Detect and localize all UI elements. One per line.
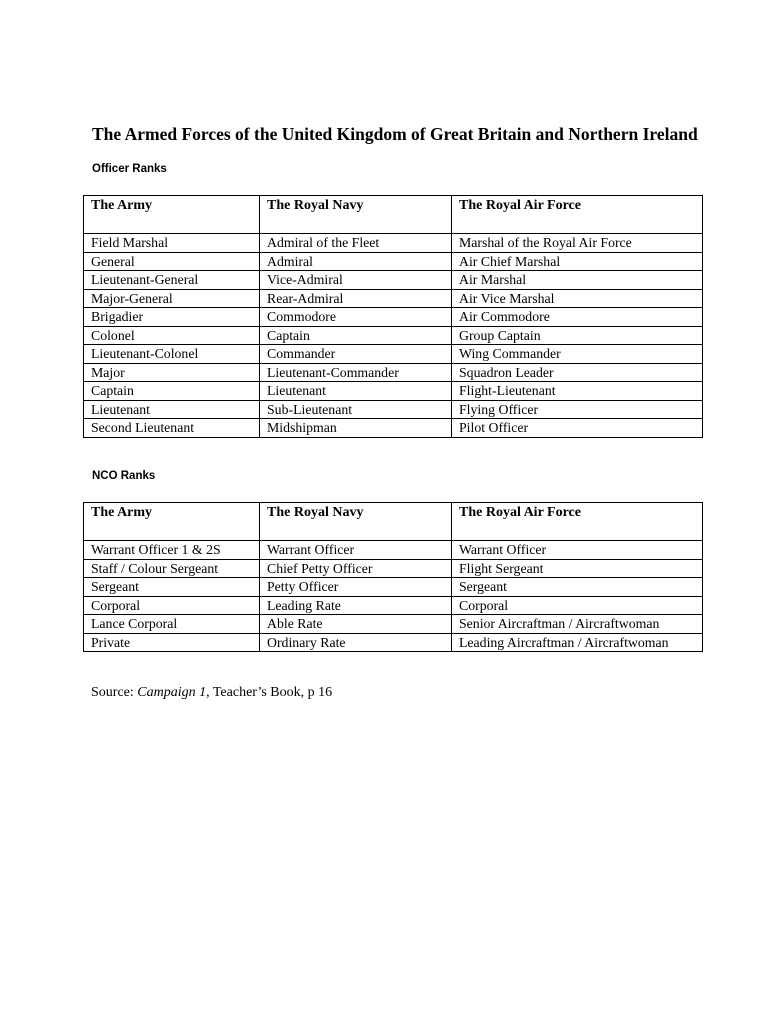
cell-navy-rank: Warrant Officer: [260, 541, 452, 560]
cell-navy-rank: Sub-Lieutenant: [260, 400, 452, 419]
source-suffix: , Teacher’s Book, p 16: [206, 685, 333, 700]
cell-navy-rank: Admiral: [260, 252, 452, 271]
cell-raf-rank: Sergeant: [452, 578, 703, 597]
cell-army-rank: Corporal: [84, 596, 260, 615]
table-header-row: [84, 196, 703, 234]
column-header-royal-navy: The Royal Navy: [260, 196, 452, 234]
cell-raf-rank: Air Chief Marshal: [452, 252, 703, 271]
table-row: [84, 596, 703, 615]
cell-army-rank: Field Marshal: [84, 234, 260, 253]
cell-army-rank: Lieutenant: [84, 400, 260, 419]
table-row: [84, 633, 703, 652]
cell-raf-rank: Flight Sergeant: [452, 559, 703, 578]
table-row: [84, 541, 703, 560]
cell-raf-rank: Corporal: [452, 596, 703, 615]
cell-navy-rank: Captain: [260, 326, 452, 345]
cell-navy-rank: Midshipman: [260, 419, 452, 438]
table-row: [84, 326, 703, 345]
column-header-army: The Army: [84, 503, 260, 541]
table-row: [84, 615, 703, 634]
cell-raf-rank: Air Marshal: [452, 271, 703, 290]
cell-raf-rank: Flight-Lieutenant: [452, 382, 703, 401]
cell-army-rank: Private: [84, 633, 260, 652]
cell-navy-rank: Commander: [260, 345, 452, 364]
table-row: [84, 252, 703, 271]
cell-army-rank: General: [84, 252, 260, 271]
cell-navy-rank: Lieutenant: [260, 382, 452, 401]
cell-army-rank: Major: [84, 363, 260, 382]
cell-army-rank: Colonel: [84, 326, 260, 345]
nco-ranks-heading: NCO Ranks: [92, 470, 156, 482]
table-body: [84, 234, 703, 438]
cell-raf-rank: Air Vice Marshal: [452, 289, 703, 308]
officer-ranks-table: [83, 195, 703, 438]
cell-army-rank: Warrant Officer 1 & 2S: [84, 541, 260, 560]
table-row: [84, 308, 703, 327]
cell-army-rank: Lieutenant-General: [84, 271, 260, 290]
cell-army-rank: Brigadier: [84, 308, 260, 327]
cell-raf-rank: Leading Aircraftman / Aircraftwoman: [452, 633, 703, 652]
cell-raf-rank: Group Captain: [452, 326, 703, 345]
cell-army-rank: Lieutenant-Colonel: [84, 345, 260, 364]
table-row: [84, 234, 703, 253]
table-row: [84, 578, 703, 597]
cell-navy-rank: Admiral of the Fleet: [260, 234, 452, 253]
cell-raf-rank: Marshal of the Royal Air Force: [452, 234, 703, 253]
table-row: [84, 289, 703, 308]
cell-navy-rank: Petty Officer: [260, 578, 452, 597]
cell-raf-rank: Warrant Officer: [452, 541, 703, 560]
table-row: [84, 400, 703, 419]
nco-ranks-table: [83, 502, 703, 652]
table-row: [84, 419, 703, 438]
page-title: The Armed Forces of the United Kingdom of Great Britain and Northern Ireland: [92, 124, 698, 144]
cell-raf-rank: Flying Officer: [452, 400, 703, 419]
cell-army-rank: Second Lieutenant: [84, 419, 260, 438]
table-body: [84, 541, 703, 652]
source-prefix: Source:: [91, 685, 138, 700]
cell-navy-rank: Ordinary Rate: [260, 633, 452, 652]
cell-raf-rank: Squadron Leader: [452, 363, 703, 382]
source-book-title: Campaign 1: [137, 685, 207, 700]
cell-raf-rank: Pilot Officer: [452, 419, 703, 438]
column-header-army: The Army: [84, 196, 260, 234]
cell-raf-rank: Wing Commander: [452, 345, 703, 364]
cell-navy-rank: Able Rate: [260, 615, 452, 634]
cell-army-rank: Major-General: [84, 289, 260, 308]
table-row: [84, 382, 703, 401]
cell-raf-rank: Senior Aircraftman / Aircraftwoman: [452, 615, 703, 634]
cell-navy-rank: Commodore: [260, 308, 452, 327]
source-citation: [91, 685, 332, 701]
column-header-royal-air-force: The Royal Air Force: [452, 503, 703, 541]
cell-navy-rank: Rear-Admiral: [260, 289, 452, 308]
cell-navy-rank: Lieutenant-Commander: [260, 363, 452, 382]
table-row: [84, 559, 703, 578]
table-row: [84, 271, 703, 290]
cell-army-rank: Staff / Colour Sergeant: [84, 559, 260, 578]
cell-army-rank: Captain: [84, 382, 260, 401]
cell-navy-rank: Leading Rate: [260, 596, 452, 615]
cell-army-rank: Sergeant: [84, 578, 260, 597]
table-row: [84, 363, 703, 382]
table-header-row: [84, 503, 703, 541]
cell-army-rank: Lance Corporal: [84, 615, 260, 634]
column-header-royal-navy: The Royal Navy: [260, 503, 452, 541]
officer-ranks-heading: Officer Ranks: [92, 163, 167, 175]
cell-navy-rank: Vice-Admiral: [260, 271, 452, 290]
table-row: [84, 345, 703, 364]
cell-raf-rank: Air Commodore: [452, 308, 703, 327]
cell-navy-rank: Chief Petty Officer: [260, 559, 452, 578]
column-header-royal-air-force: The Royal Air Force: [452, 196, 703, 234]
